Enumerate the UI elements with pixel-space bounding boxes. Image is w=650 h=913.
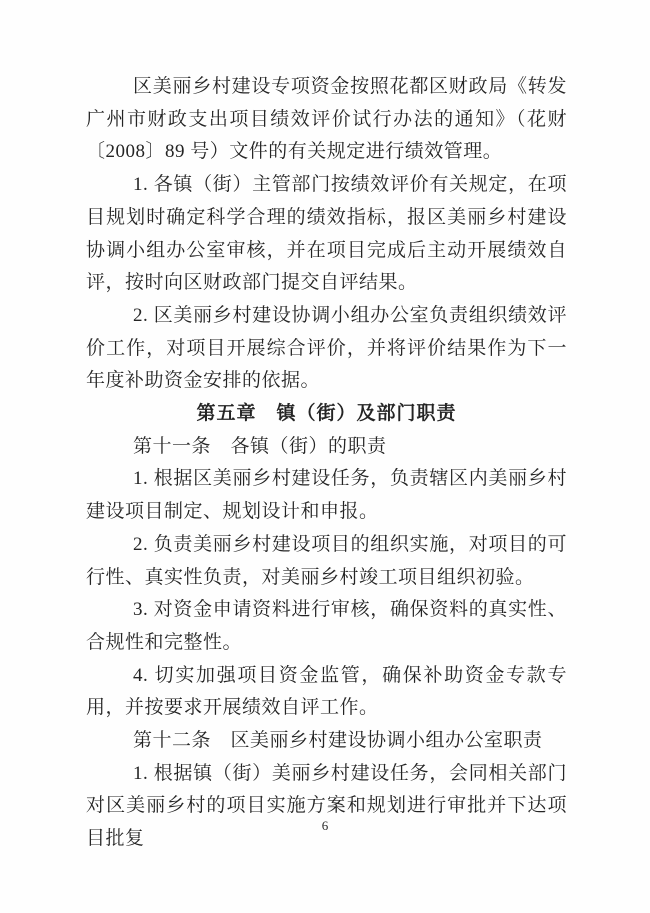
- body-paragraph: 区美丽乡村建设专项资金按照花都区财政局《转发广州市财政支出项目绩效评价试行办法的通知》（花财〔2008〕89 号）文件的有关规定进行绩效管理。: [86, 76, 567, 163]
- body-paragraph: 3. 对资金申请资料进行审核，确保资料的真实性、合规性和完整性。: [86, 599, 567, 653]
- body-paragraph: 2. 区美丽乡村建设协调小组办公室负责组织绩效评价工作，对项目开展综合评价，并将评价结果作为下一年度补助资金安排的依据。: [86, 304, 567, 392]
- body-paragraph: 1. 根据镇（街）美丽乡村建设任务，会同相关部门对区美丽乡村的项目实施方案和规划进行审批并下达项目批复: [86, 762, 567, 850]
- page-number: 6: [321, 818, 329, 833]
- body-paragraph: 1. 各镇（街）主管部门按绩效评价有关规定，在项目规划时确定科学合理的绩效指标，报区美丽乡村建设协调小组办公室审核，并在项目完成后主动开展绩效自评，按时向区财政部门提交自评结果。: [86, 174, 567, 294]
- body-paragraph: 1. 根据区美丽乡村建设任务，负责辖区内美丽乡村建设项目制定、规划设计和申报。: [86, 468, 567, 523]
- document-body: [86, 71, 567, 856]
- body-paragraph: 2. 负责美丽乡村建设项目的组织实施，对项目的可行性、真实性负责，对美丽乡村竣工项目组织初验。: [86, 533, 567, 588]
- article-heading: 第十一条 各镇（街）的职责: [133, 435, 387, 457]
- body-paragraph: 4. 切实加强项目资金监管，确保补助资金专款专用，并按要求开展绩效自评工作。: [86, 664, 567, 719]
- chapter-heading: 第五章 镇（街）及部门职责: [196, 403, 457, 425]
- article-heading: 第十二条 区美丽乡村建设协调小组办公室职责: [133, 730, 543, 752]
